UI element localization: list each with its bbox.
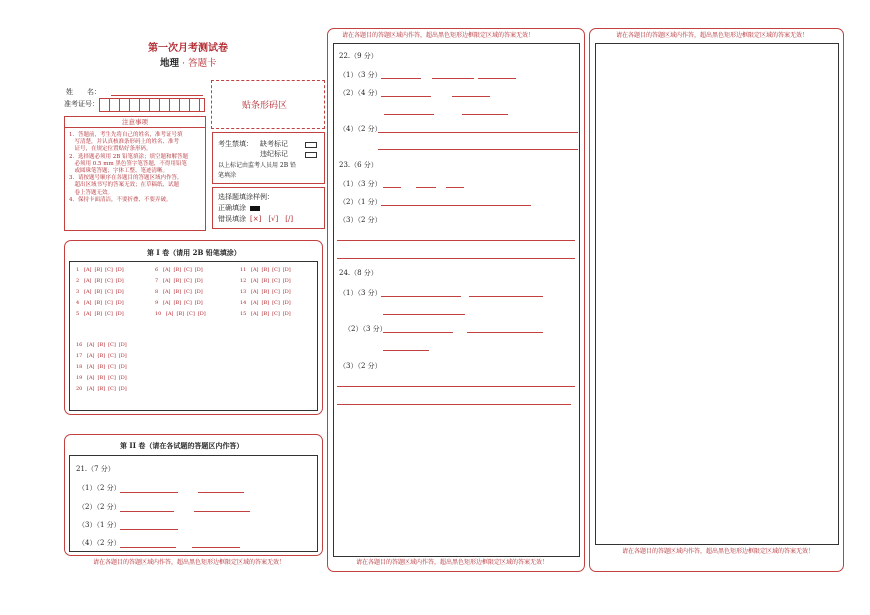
subject-label: 地理 xyxy=(160,58,180,69)
answer-line[interactable] xyxy=(432,78,474,79)
answer-line[interactable] xyxy=(378,132,578,133)
notice-line: 3．请按题号顺序在各题目的答题区域内作答， xyxy=(69,175,183,182)
mcq-row[interactable]: 3 [A] [B] [C] [D] xyxy=(76,289,124,295)
mcq-row[interactable]: 17 [A] [B] [C] [D] xyxy=(76,353,127,359)
answer-line[interactable] xyxy=(381,296,461,297)
answer-line[interactable] xyxy=(469,296,543,297)
footer-note-col2-bottom: 请在各题目的答题区域内作答，超出黑色矩形边框限定区域的答案无效！ xyxy=(356,559,549,566)
q22-sub4: （4）（2 分） xyxy=(339,125,382,133)
answer-line[interactable] xyxy=(416,187,436,188)
q23-head: 23.（6 分） xyxy=(339,161,378,169)
barcode-label: 贴条形码区 xyxy=(242,101,288,111)
answer-line[interactable] xyxy=(120,547,176,548)
q21-sub1: （1）（2 分） xyxy=(78,484,121,492)
part1-section xyxy=(64,240,323,415)
absent-checkbox[interactable] xyxy=(305,142,317,148)
correct-fill-label: 正确填涂 xyxy=(218,204,246,212)
mcq-row[interactable]: 6 [A] [B] [C] [D] xyxy=(155,267,203,273)
answer-line[interactable] xyxy=(383,332,453,333)
answer-line[interactable] xyxy=(120,529,178,530)
mcq-row[interactable]: 8 [A] [B] [C] [D] xyxy=(155,289,203,295)
answer-line[interactable] xyxy=(383,314,465,315)
answer-line[interactable] xyxy=(478,78,516,79)
wrong-fill-marks: [×] [√] [/] xyxy=(250,215,294,223)
id-label: 准考证号： xyxy=(64,100,99,108)
footer-note-col2-top: 请在各题目的答题区域内作答，超出黑色矩形边框限定区域的答案无效！ xyxy=(342,32,535,39)
footer-note-col3-top: 请在各题目的答题区域内作答，超出黑色矩形边框限定区域的答案无效！ xyxy=(616,32,809,39)
answer-line[interactable] xyxy=(378,149,578,150)
column2-panel xyxy=(327,28,585,572)
correct-fill-mark xyxy=(250,206,260,211)
name-label: 姓 名： xyxy=(66,88,101,96)
answer-line[interactable] xyxy=(120,511,174,512)
q21-sub2: （2）（2 分） xyxy=(78,503,121,511)
part2-title: 第 II 卷（请在各试题的答题区内作答） xyxy=(120,441,244,450)
mcq-grid xyxy=(69,261,318,411)
mcq-row[interactable]: 5 [A] [B] [C] [D] xyxy=(76,311,124,317)
q21-sub4: （4）（2 分） xyxy=(78,539,121,547)
notice-line: 或圆珠笔答题；字体工整、笔迹清晰。 xyxy=(69,168,169,175)
notice-line: 卷上答题无效。 xyxy=(69,189,114,196)
answer-line[interactable] xyxy=(381,96,431,97)
footer-note-col1: 请在各题目的答题区域内作答，超出黑色矩形边框限定区域的答案无效！ xyxy=(93,559,286,566)
notice-line: 写清楚，并认真核准条形码上的姓名、准考 xyxy=(69,139,180,146)
status-note-line2: 笔填涂 xyxy=(218,172,237,179)
answer-line[interactable] xyxy=(337,258,575,259)
mcq-row[interactable]: 15 [A] [B] [C] [D] xyxy=(240,311,291,317)
mcq-row[interactable]: 9 [A] [B] [C] [D] xyxy=(155,300,203,306)
column3-answer-box[interactable] xyxy=(595,43,839,545)
answer-line[interactable] xyxy=(383,187,401,188)
q21-answer-box[interactable] xyxy=(69,455,318,552)
q24-head: 24.（8 分） xyxy=(339,269,378,277)
fill-sample-box xyxy=(212,187,325,229)
mcq-row[interactable]: 10 [A] [B] [C] [D] xyxy=(155,311,206,317)
mcq-row[interactable]: 19 [A] [B] [C] [D] xyxy=(76,375,127,381)
mcq-row[interactable]: 7 [A] [B] [C] [D] xyxy=(155,278,203,284)
violation-checkbox[interactable] xyxy=(305,152,317,158)
mcq-row[interactable]: 1 [A] [B] [C] [D] xyxy=(76,267,124,273)
q22-sub1: （1）（3 分） xyxy=(339,71,382,79)
answer-line[interactable] xyxy=(381,205,531,206)
answer-line[interactable] xyxy=(198,492,244,493)
part1-title: 第 I 卷（请用 2B 铅笔填涂） xyxy=(147,248,241,257)
column2-answer-box[interactable] xyxy=(333,43,580,557)
answer-line[interactable] xyxy=(337,404,571,405)
answer-line[interactable] xyxy=(462,114,508,115)
wrong-fill-label: 错误填涂 xyxy=(218,215,246,223)
id-number-boxes[interactable] xyxy=(99,98,205,112)
mcq-row[interactable]: 20 [A] [B] [C] [D] xyxy=(76,386,127,392)
column3-panel xyxy=(589,28,844,572)
answer-line[interactable] xyxy=(120,492,178,493)
status-note-line1: 以上标记由监考人员用 2B 铅 xyxy=(218,162,297,169)
notice-line: 必须用 0.5 mm 黑色签字笔答题，不得用铅笔 xyxy=(69,160,187,167)
answer-line[interactable] xyxy=(381,78,421,79)
mcq-row[interactable]: 18 [A] [B] [C] [D] xyxy=(76,364,127,370)
answer-line[interactable] xyxy=(337,386,575,387)
answer-line[interactable] xyxy=(337,240,575,241)
notice-title: 注意事项 xyxy=(65,117,205,128)
name-field[interactable] xyxy=(111,95,203,96)
answer-line[interactable] xyxy=(194,511,250,512)
answer-line[interactable] xyxy=(383,350,429,351)
notice-line: 2．选择题必须用 2B 铅笔填涂；填空题和解答题 xyxy=(69,153,189,160)
q21-head: 21.（7 分） xyxy=(76,465,115,473)
barcode-area xyxy=(211,80,325,129)
q21-sub3: （3）（1 分） xyxy=(78,521,121,529)
q24-sub2: （2）（3 分） xyxy=(344,325,387,333)
q23-sub3: （3）（2 分） xyxy=(339,216,382,224)
part2-section xyxy=(64,434,323,556)
mcq-row[interactable]: 4 [A] [B] [C] [D] xyxy=(76,300,124,306)
answer-line[interactable] xyxy=(452,96,490,97)
answer-card-label: 答题卡 xyxy=(188,58,217,69)
subtitle-separator: · xyxy=(182,58,186,69)
mcq-row[interactable]: 11 [A] [B] [C] [D] xyxy=(240,267,291,273)
answer-line[interactable] xyxy=(192,547,240,548)
footer-note-col3-bottom: 请在各题目的答题区域内作答，超出黑色矩形边框限定区域的答案无效！ xyxy=(622,548,815,555)
page-title: 第一次月考测试卷 xyxy=(148,43,228,54)
q24-sub3: （3）（2 分） xyxy=(339,362,382,370)
page-subtitle xyxy=(160,55,217,69)
notice-line: 超出区域书写的答案无效；在草稿纸、试题 xyxy=(69,182,180,189)
absent-label: 缺考标记 xyxy=(260,140,288,148)
exam-status-box xyxy=(212,132,325,184)
mcq-row[interactable]: 2 [A] [B] [C] [D] xyxy=(76,278,124,284)
mcq-row[interactable]: 12 [A] [B] [C] [D] xyxy=(240,278,291,284)
answer-line[interactable] xyxy=(467,332,543,333)
exam-status-label: 考生禁填： xyxy=(218,140,253,148)
notice-line: 4．保持卡面清洁，不要折叠、不要弄破。 xyxy=(69,196,172,203)
q23-sub1: （1）（3 分） xyxy=(339,180,382,188)
q22-sub2: （2）（4 分） xyxy=(339,89,382,97)
q22-head: 22.（9 分） xyxy=(339,52,378,60)
answer-line[interactable] xyxy=(446,187,464,188)
mcq-row[interactable]: 14 [A] [B] [C] [D] xyxy=(240,300,291,306)
fill-sample-title: 选择题填涂样例： xyxy=(218,193,274,201)
notice-line: 1．答题前，考生先将自己的姓名，准考证号填 xyxy=(69,132,183,138)
mcq-row[interactable]: 16 [A] [B] [C] [D] xyxy=(76,342,127,348)
notice-box xyxy=(64,116,206,231)
violation-label: 违纪标记 xyxy=(260,150,288,158)
q23-sub2: （2）（1 分） xyxy=(339,198,382,206)
answer-line[interactable] xyxy=(384,114,434,115)
notice-line: 证号，在规定位置贴好条形码。 xyxy=(69,146,152,153)
mcq-row[interactable]: 13 [A] [B] [C] [D] xyxy=(240,289,291,295)
q24-sub1: （1）（3 分） xyxy=(339,289,382,297)
